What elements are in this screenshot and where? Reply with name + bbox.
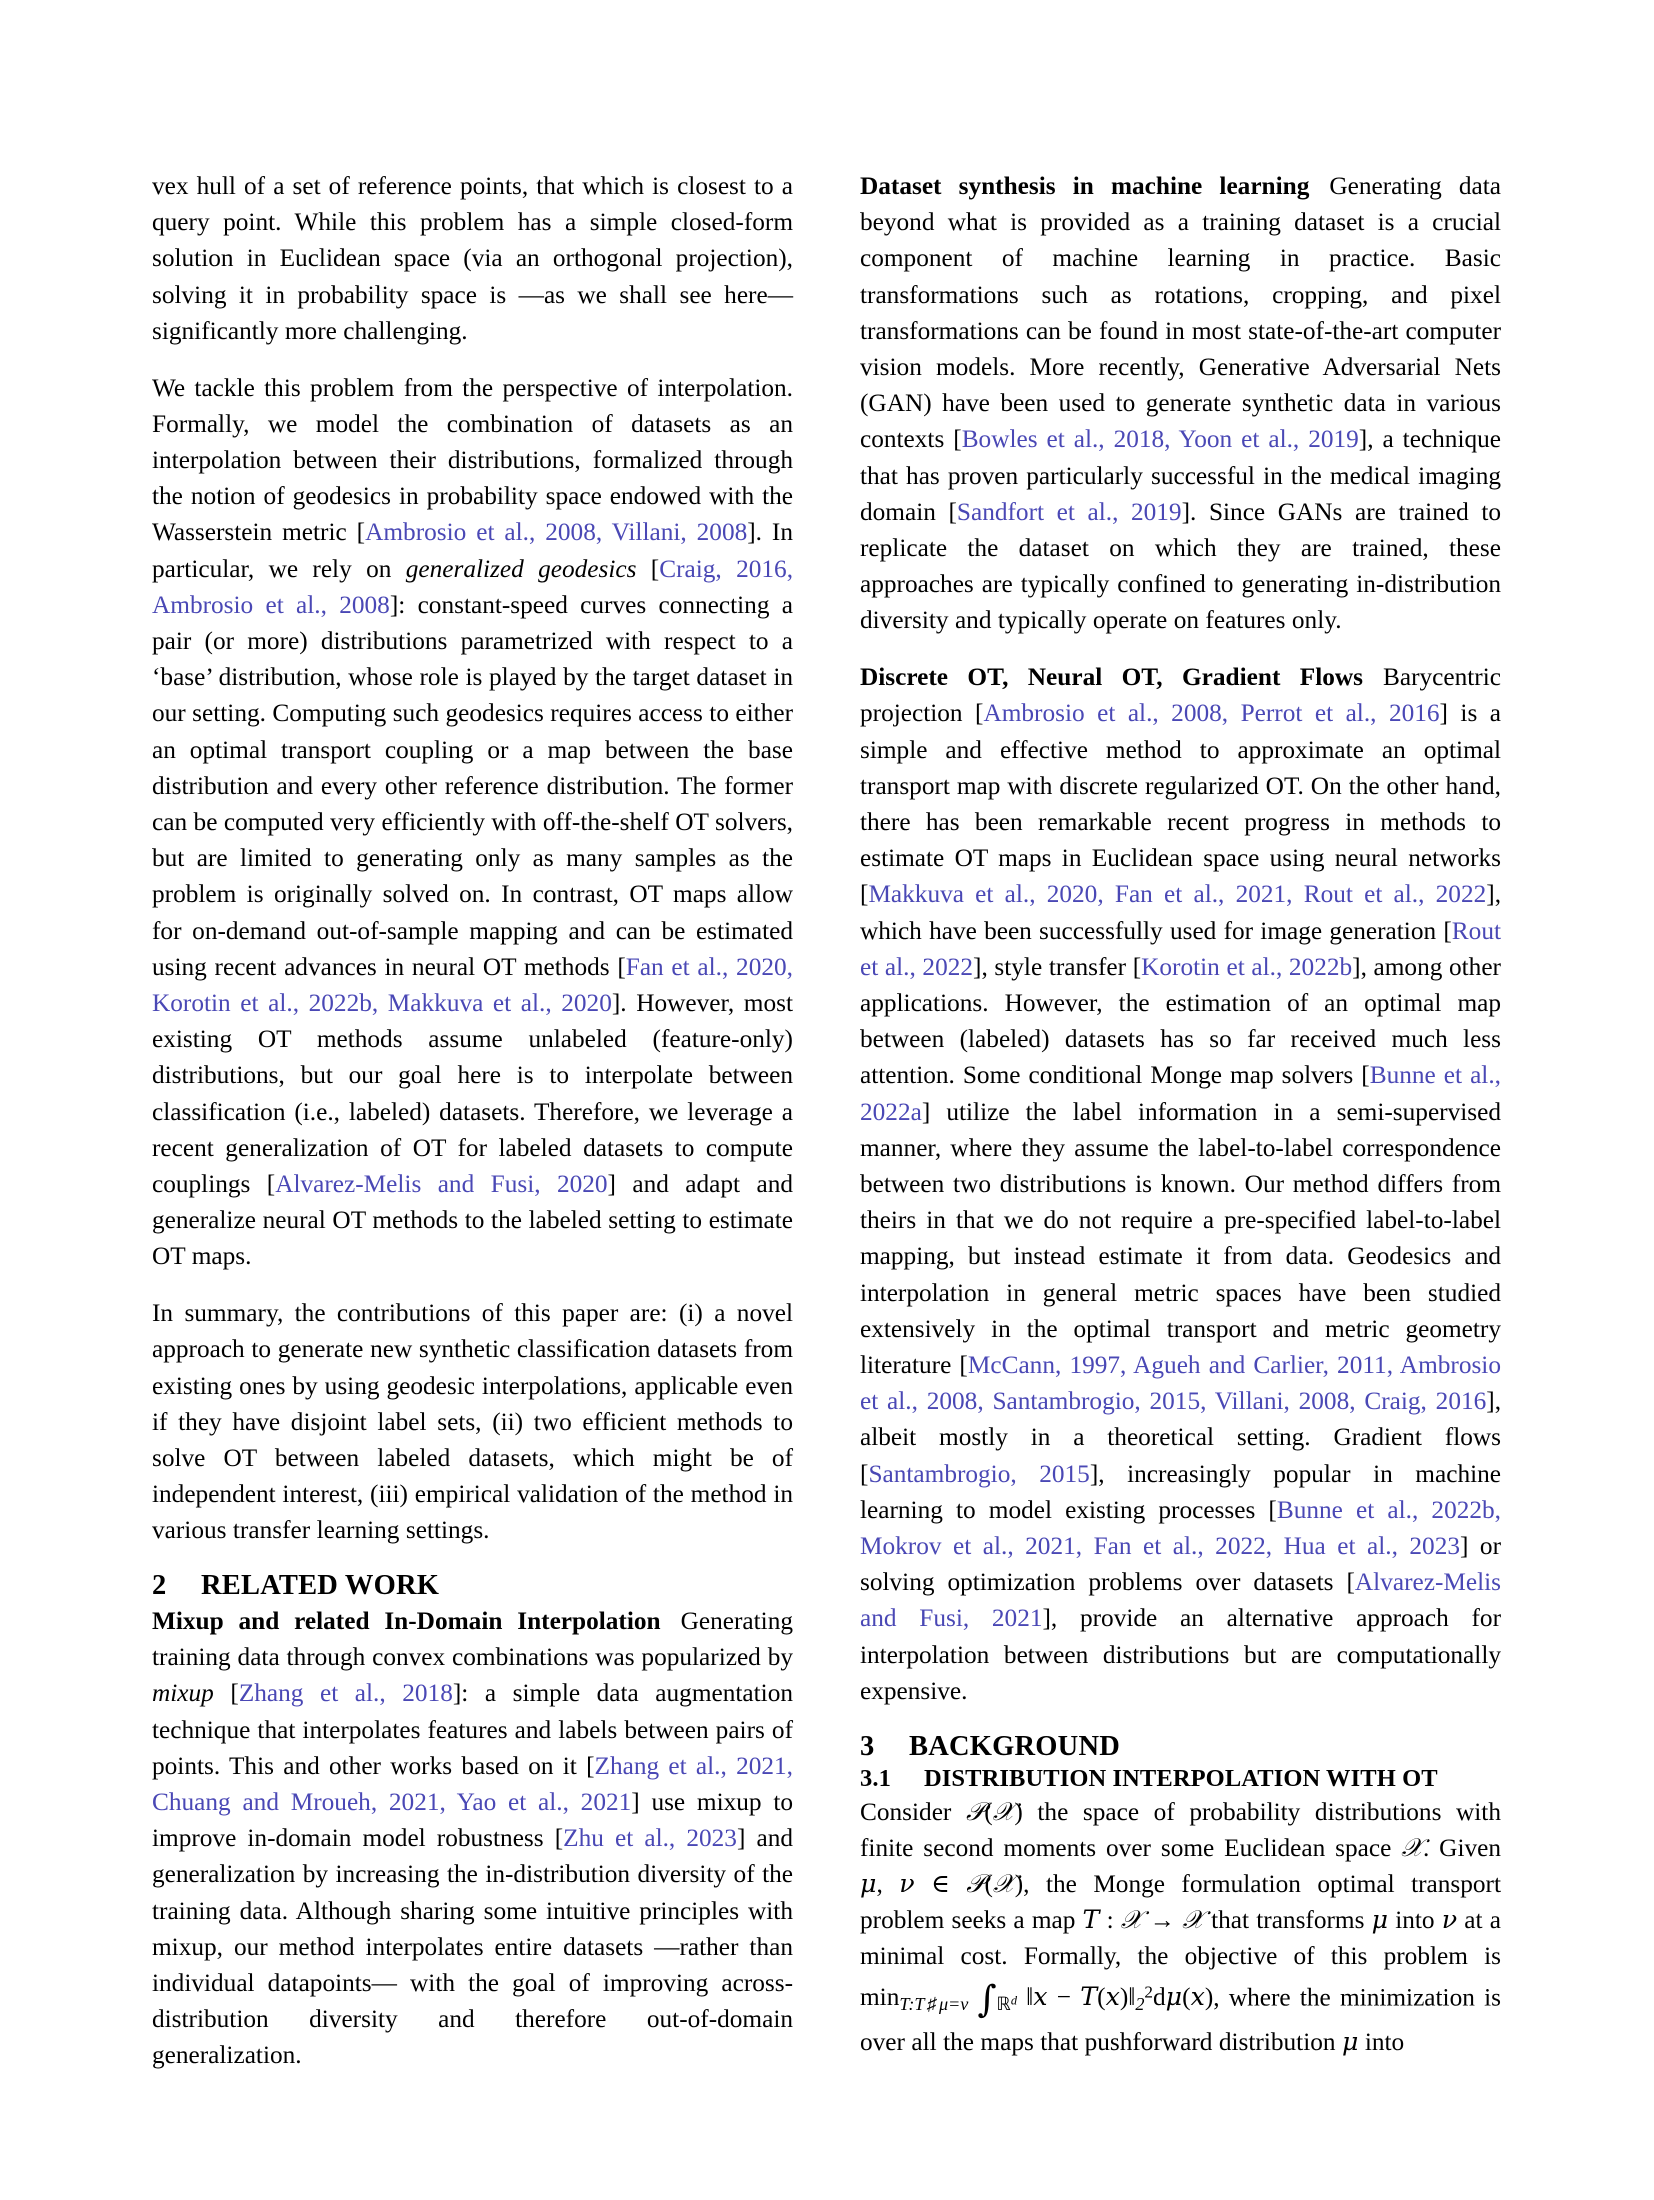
citation-link[interactable]: Craig, 2016	[659, 554, 787, 583]
section-number: 3	[860, 1730, 875, 1762]
text-run: We tackle this problem from the perspective of interpolation. Formally, we model the combination of datasets as an interpolation between their distributions, formalized through the notion of geodesics in probability space endowed with the Wasserstein metric [	[152, 373, 793, 547]
citation-separator: ,	[1097, 880, 1115, 909]
emphasis-run: generalized geodesics	[405, 554, 637, 583]
math-mu: μ	[1371, 1905, 1389, 1935]
math-calligraphic-X: 𝒳	[992, 1796, 1015, 1826]
math-arrow: →	[1149, 1906, 1176, 1935]
citation-link[interactable]: Fan et al., 2022	[1093, 1532, 1266, 1561]
math-norm-sub: 2	[1135, 1994, 1145, 2015]
citation-separator: ,	[1349, 1387, 1365, 1416]
citation-link[interactable]: Bunne et al., 2022a	[860, 1061, 1501, 1126]
citation-link[interactable]: Ambrosio et al., 2008	[365, 518, 596, 547]
math-calligraphic-P: 𝒫	[965, 1796, 985, 1826]
citation-link[interactable]: Bowles et al., 2018	[961, 425, 1165, 454]
citation-link[interactable]: Alvarez-Melis and Fusi, 2021	[860, 1568, 1501, 1633]
text-run: ], increasingly popular in machine learning to model existing processes [	[860, 1459, 1501, 1524]
text-run: Generating training data through convex combinations was popularized by	[152, 1607, 793, 1672]
text-run: Generating data beyond what is provided as a training dataset is a crucial component of machine learning in practice. Basic transformations such as rotations, cropping, and pixel transformations can be found in most state-of-the-art computer vision models. More recently, Generative Adversarial Nets (GAN) have been used to generate synthetic data in various contexts [	[860, 172, 1501, 454]
math-integral-domain: ℝd	[996, 1993, 1017, 2016]
math-calligraphic-X: 𝒳	[1120, 1905, 1143, 1935]
citation-link[interactable]: Fan et al., 2021	[1114, 880, 1287, 909]
math-calligraphic-X: 𝒳	[992, 1868, 1015, 1898]
citation-link[interactable]: Ambrosio et al., 2008	[860, 1351, 1501, 1416]
citation-separator: ,	[595, 518, 612, 547]
citation-link[interactable]: Villani, 2008	[1214, 1387, 1350, 1416]
math-norm-sup: 2	[1144, 1982, 1154, 2002]
citation-separator: ,	[977, 1387, 993, 1416]
citation-link[interactable]: Perrot et al., 2016	[1240, 699, 1440, 728]
citation-link[interactable]: Chuang and Mroueh, 2021	[152, 1788, 440, 1817]
section-heading-background	[860, 1730, 1501, 1764]
text-run: ] and generalization by increasing the in-distribution diversity of the training data. Although sharing some intuitive principles with mixup, our method interpolates entire datasets —rather than individual datapoints— with the goal of improving across-distribution diversity and therefore out-of-domain generalization.	[152, 1824, 794, 2070]
citation-link[interactable]: Ambrosio et al., 2008	[983, 699, 1222, 728]
section-heading-related-work	[152, 1569, 793, 1603]
math-min-subscript: T:T♯μ=ν	[899, 1994, 969, 2015]
citation-separator: ,	[1075, 1532, 1094, 1561]
emphasis-run: mixup	[152, 1679, 214, 1708]
section-number: 2	[152, 1570, 167, 1602]
subsection-number: 3.1	[860, 1764, 891, 1792]
math-element-of: ∈	[931, 1869, 950, 1898]
text-run: ], among other applications. However, the estimation of an optimal map between (labeled) datasets has so far received much less attention. Some conditional Monge map solvers [	[860, 952, 1501, 1090]
citation-separator: ,	[1164, 425, 1179, 454]
paragraph-consider-math: Consider 𝒫(𝒳) the space of probability distributions with finite second moments over some Euclidean space 𝒳. Given μ, ν ∈ 𝒫(𝒳), the Monge formulation optimal transport problem seeks a map T : 𝒳 → 𝒳 that transforms μ into ν at a minimal cost. Formally, the objective of this problem is $\min_{T:T♯\mu=\nu} \int_{ℝ^d}$ ‖x − $T(x)‖_2^2d\mu(x)$, where the minimization is over all the maps that pushforward distribution μ into	[860, 1796, 1501, 2056]
citation-link[interactable]: Mokrov et al., 2021	[860, 1532, 1076, 1561]
citation-link[interactable]: Korotin et al., 2022b	[152, 988, 372, 1017]
text-run: vex hull of a set of reference points, that which is closest to a query point. While this problem has a simple closed-form solution in Euclidean space (via an orthogonal projection), solving it in probability space is —as we shall see here— significantly more challenging.	[152, 172, 793, 345]
citation-link[interactable]: Yoon et al., 2019	[1178, 425, 1359, 454]
section-title: BACKGROUND	[909, 1730, 1121, 1762]
paragraph-discrete-ot	[860, 659, 1501, 1709]
citation-link[interactable]: Fan et al., 2020	[625, 952, 787, 981]
runin-heading-dataset-synthesis: Dataset synthesis in machine learning	[860, 172, 1310, 200]
text-run: ], which have been successfully used for image generation [	[860, 880, 1502, 945]
text-run: ] use mixup to improve in-domain model robustness [	[152, 1788, 793, 1853]
citation-link[interactable]: Craig, 2016	[1364, 1387, 1487, 1416]
subsection-title: DISTRIBUTION INTERPOLATION WITH OT	[924, 1764, 1438, 1792]
citation-link[interactable]: Santambrogio, 2015	[868, 1459, 1090, 1488]
citation-link[interactable]: Rout et al., 2022	[1303, 880, 1487, 909]
text-run: [	[213, 1679, 239, 1708]
math-integral-sign: ∫	[977, 1977, 997, 2021]
citation-link[interactable]: Makkuva et al., 2020	[387, 988, 612, 1017]
text-run: ]. However, most existing OT methods assume unlabeled (feature-only) distributions, but our goal here is to interpolate between classification (i.e., labeled) datasets. Therefore, we leverage a recent generalization of OT for labeled datasets to compute couplings [	[152, 988, 794, 1198]
citation-link[interactable]: Villani, 2008	[611, 518, 748, 547]
text-run: ] and adapt and generalize neural OT methods to the labeled setting to estimate OT maps.	[152, 1169, 794, 1271]
text-run: ]: constant-speed curves connecting a pair (or more) distributions parametrized with respect to a ‘base’ distribution, whose role is played by the target dataset in our setting. Computing such geodesics requires access to either an optimal transport coupling or a map between the base distribution and every other reference distribution. The former can be computed very efficiently with off-the-shelf OT solvers, but are limited to generating only as many samples as the problem is originally solved on. In contrast, OT maps allow for on-demand out-of-sample mapping and can be estimated using recent advances in neural OT methods [	[152, 590, 793, 981]
citation-link[interactable]: Hua et al., 2023	[1283, 1532, 1460, 1561]
text-run: In summary, the contributions of this paper are: (i) a novel approach to generate new synthetic classification datasets from existing ones by using geodesic interpolations, applicable even if they have disjoint label sets, (ii) two efficient methods to solve OT between labeled datasets, which might be of independent interest, (iii) empirical validation of the method in various transfer learning settings.	[152, 1299, 793, 1545]
text-run: ], a technique that has proven particularly successful in the medical imaging domain [	[860, 425, 1501, 526]
citation-separator: ,	[439, 1788, 457, 1817]
citation-separator: ,	[371, 988, 388, 1017]
math-display-inline: $\min_{T:T♯\mu=\nu} \int_{ℝ^d}$ ‖x − $T(x)‖_2^2d\mu(x)$	[860, 1977, 1214, 2021]
text-run: ]. Since GANs are trained to replicate the dataset on which they are trained, these approaches are typically confined to generating in-distribution diversity and typically operate on features only.	[860, 497, 1501, 635]
citation-link[interactable]: Ambrosio et al., 2008	[152, 590, 390, 619]
citation-link[interactable]: Rout et al., 2022	[860, 916, 1501, 981]
math-calligraphic-X: 𝒳	[1401, 1832, 1423, 1862]
citation-link[interactable]: Zhang et al., 2018	[238, 1679, 453, 1708]
text-run: ], albeit mostly in a theoretical setting. Gradient flows [	[860, 1387, 1502, 1488]
citation-link[interactable]: Santambrogio, 2015	[992, 1387, 1201, 1416]
left-column	[152, 168, 793, 2074]
paragraph-mixup	[152, 1603, 793, 2074]
citation-separator: ,	[1120, 1351, 1134, 1379]
math-mu: μ	[1341, 2026, 1359, 2056]
citation-link[interactable]: Agueh and Carlier, 2011	[1133, 1351, 1387, 1379]
two-column-body	[152, 168, 1502, 2074]
math-nu: ν	[1441, 1905, 1458, 1935]
paragraph-convex-hull	[152, 168, 793, 349]
subsection-heading-distribution-interpolation	[860, 1764, 1501, 1794]
text-run: ]. In particular, we rely on	[152, 518, 794, 583]
text-run: ]: a simple data augmentation technique that interpolates features and labels between pairs of points. This and other works based on it [	[152, 1679, 793, 1780]
citation-separator: ,	[786, 554, 794, 583]
citation-separator: ,	[786, 1751, 793, 1780]
math-mu: μ	[860, 1868, 877, 1898]
citation-link[interactable]: Alvarez-Melis and Fusi, 2020	[275, 1169, 608, 1198]
runin-heading-discrete-ot: Discrete OT, Neural OT, Gradient Flows	[860, 663, 1363, 692]
section-title: RELATED WORK	[201, 1570, 440, 1602]
math-calligraphic-P: 𝒫	[966, 1868, 985, 1898]
math-T: T	[1082, 1905, 1100, 1935]
citation-separator: ,	[1386, 1351, 1400, 1379]
math-nu: ν	[899, 1868, 915, 1898]
citation-link[interactable]: Zhang et al., 2021	[594, 1751, 787, 1780]
text-run: ], provide an alternative approach for interpolation between distributions but are computationally expensive.	[860, 1604, 1501, 1705]
paragraph-in-summary	[152, 1295, 793, 1548]
text-run: ] or solving optimization problems over datasets [	[860, 1532, 1501, 1597]
citation-link[interactable]: Sandfort et al., 2019	[956, 497, 1182, 526]
math-min: min	[860, 1983, 900, 2012]
math-colon: :	[1106, 1906, 1114, 1935]
text-run: Barycentric projection [	[860, 663, 1501, 728]
citation-separator: ,	[1265, 1532, 1284, 1561]
citation-separator: ,	[786, 952, 793, 981]
citation-separator: ,	[1200, 1387, 1215, 1416]
paragraph-we-tackle	[152, 370, 793, 1275]
text-run: ], style transfer [	[973, 952, 1142, 981]
citation-separator: ,	[1494, 1495, 1501, 1524]
citation-separator: ,	[1221, 699, 1241, 728]
text-run: ] is a simple and effective method to approximate an optimal transport map with discrete regularized OT. On the other hand, there has been remarkable recent progress in methods to estimate OT maps in Euclidean space using neural networks [	[860, 699, 1501, 909]
citation-link[interactable]: Makkuva et al., 2020	[868, 880, 1098, 909]
citation-link[interactable]: Zhu et al., 2023	[563, 1824, 737, 1853]
math-calligraphic-X: 𝒳	[1182, 1905, 1204, 1935]
runin-heading-mixup: Mixup and related In-Domain Interpolation	[152, 1607, 661, 1636]
right-column	[860, 168, 1501, 2074]
citation-link[interactable]: Bunne et al., 2022b	[1276, 1495, 1495, 1524]
citation-link[interactable]: McCann, 1997	[967, 1351, 1121, 1379]
text-run: [	[636, 554, 660, 583]
citation-link[interactable]: Yao et al., 2021	[456, 1788, 632, 1817]
citation-separator: ,	[1286, 880, 1304, 909]
paragraph-dataset-synthesis	[860, 168, 1501, 639]
text-run: ] utilize the label information in a semi-supervised manner, where they assume the label-to-label correspondence between two distributions is known. Our method differs from theirs in that we do not require a pre-specified label-to-label mapping, but instead estimate it from data. Geodesics and interpolation in general metric spaces have been studied extensively in the optimal transport and metric geometry literature [	[860, 1097, 1501, 1379]
citation-link[interactable]: Korotin et al., 2022b	[1141, 952, 1353, 981]
